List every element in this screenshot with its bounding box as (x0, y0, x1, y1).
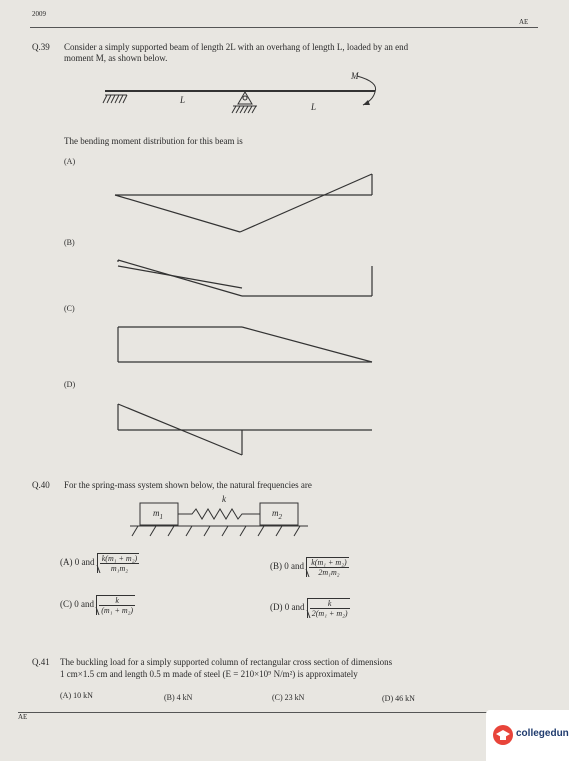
q40-option-d-den: 2(m₁ + m₂) (311, 609, 348, 618)
bm-diagram-b (110, 256, 380, 301)
q41-text-line2: 1 cm×1.5 cm and length 0.5 m made of steel (E = 210×10⁹ N/m²) is approximately (60, 669, 358, 679)
q40-option-d (270, 598, 350, 618)
moment-label: M (351, 71, 359, 81)
q39-option-b-label: (B) (64, 238, 75, 247)
q40-text: For the spring-mass system shown below, the natural frequencies are (64, 480, 312, 490)
paper-code: AE (519, 18, 529, 26)
q39-option-a-label: (A) (64, 157, 76, 166)
mass-2-label: $m_2$ (272, 508, 282, 521)
q40-option-c-den: (m₁ + m₂) (101, 606, 134, 615)
q40-option-d-sqrt (307, 598, 350, 618)
q39-option-d-label: (D) (64, 380, 76, 389)
q40-option-c-num: k (99, 596, 135, 606)
q40-option-a-label: (A) 0 and (60, 557, 95, 568)
q40-option-c (60, 595, 135, 615)
beam-diagram (95, 70, 395, 130)
q41-option-d: (D) 46 kN (382, 694, 415, 703)
q40-option-b-label: (B) 0 and (270, 561, 304, 572)
span-label-L: L (180, 95, 186, 105)
spring-label-k: k (222, 494, 226, 504)
q41-text-line1: The buckling load for a simply supported column of rectangular cross section of dimensions (60, 657, 393, 667)
q39-text-line1: Consider a simply supported beam of length 2L with an overhang of length L, loaded by an end (64, 42, 409, 52)
q40-option-b-num: k(m₁ + m₂) (311, 558, 347, 567)
bm-diagram-c (110, 322, 380, 372)
logo-text: collegedun (516, 728, 569, 739)
overhang-label-L: L (311, 102, 317, 112)
bm-diagram-a (110, 170, 380, 235)
q41-option-c: (C) 23 kN (272, 693, 305, 702)
q40-option-c-sqrt (96, 595, 135, 615)
q40-option-a-sqrt (97, 553, 139, 573)
q39-text-line2: moment M, as shown below. (64, 53, 168, 63)
q40-option-d-num: k (310, 599, 350, 609)
q40-option-a (60, 553, 139, 573)
footer-code: AE (18, 713, 28, 721)
exam-year: 2009 (32, 10, 46, 18)
mass-1-label: $m_1$ (153, 508, 163, 521)
bm-diagram-d (110, 400, 380, 460)
header-rule (30, 27, 538, 28)
q40-option-a-den: m₁m₂ (110, 564, 129, 573)
q39-number: Q.39 (32, 42, 50, 52)
q40-option-d-label: (D) 0 and (270, 602, 305, 613)
collegedunia-logo (486, 710, 569, 761)
q40-option-b-den: 2m₁m₂ (318, 568, 340, 577)
q40-option-b-sqrt (306, 557, 348, 577)
q41-option-a: (A) 10 kN (60, 691, 93, 700)
q40-number: Q.40 (32, 480, 50, 490)
graduation-cap-icon (492, 724, 514, 746)
q40-option-a-num: k(m₁ + m₂) (101, 554, 138, 563)
footer-rule (18, 712, 488, 713)
q39-subtext: The bending moment distribution for this beam is (64, 136, 243, 146)
q39-option-c-label: (C) (64, 304, 75, 313)
q40-option-b (270, 557, 349, 577)
q41-number: Q.41 (32, 657, 50, 667)
q41-option-b: (B) 4 kN (164, 693, 193, 702)
q40-option-c-label: (C) 0 and (60, 599, 94, 610)
